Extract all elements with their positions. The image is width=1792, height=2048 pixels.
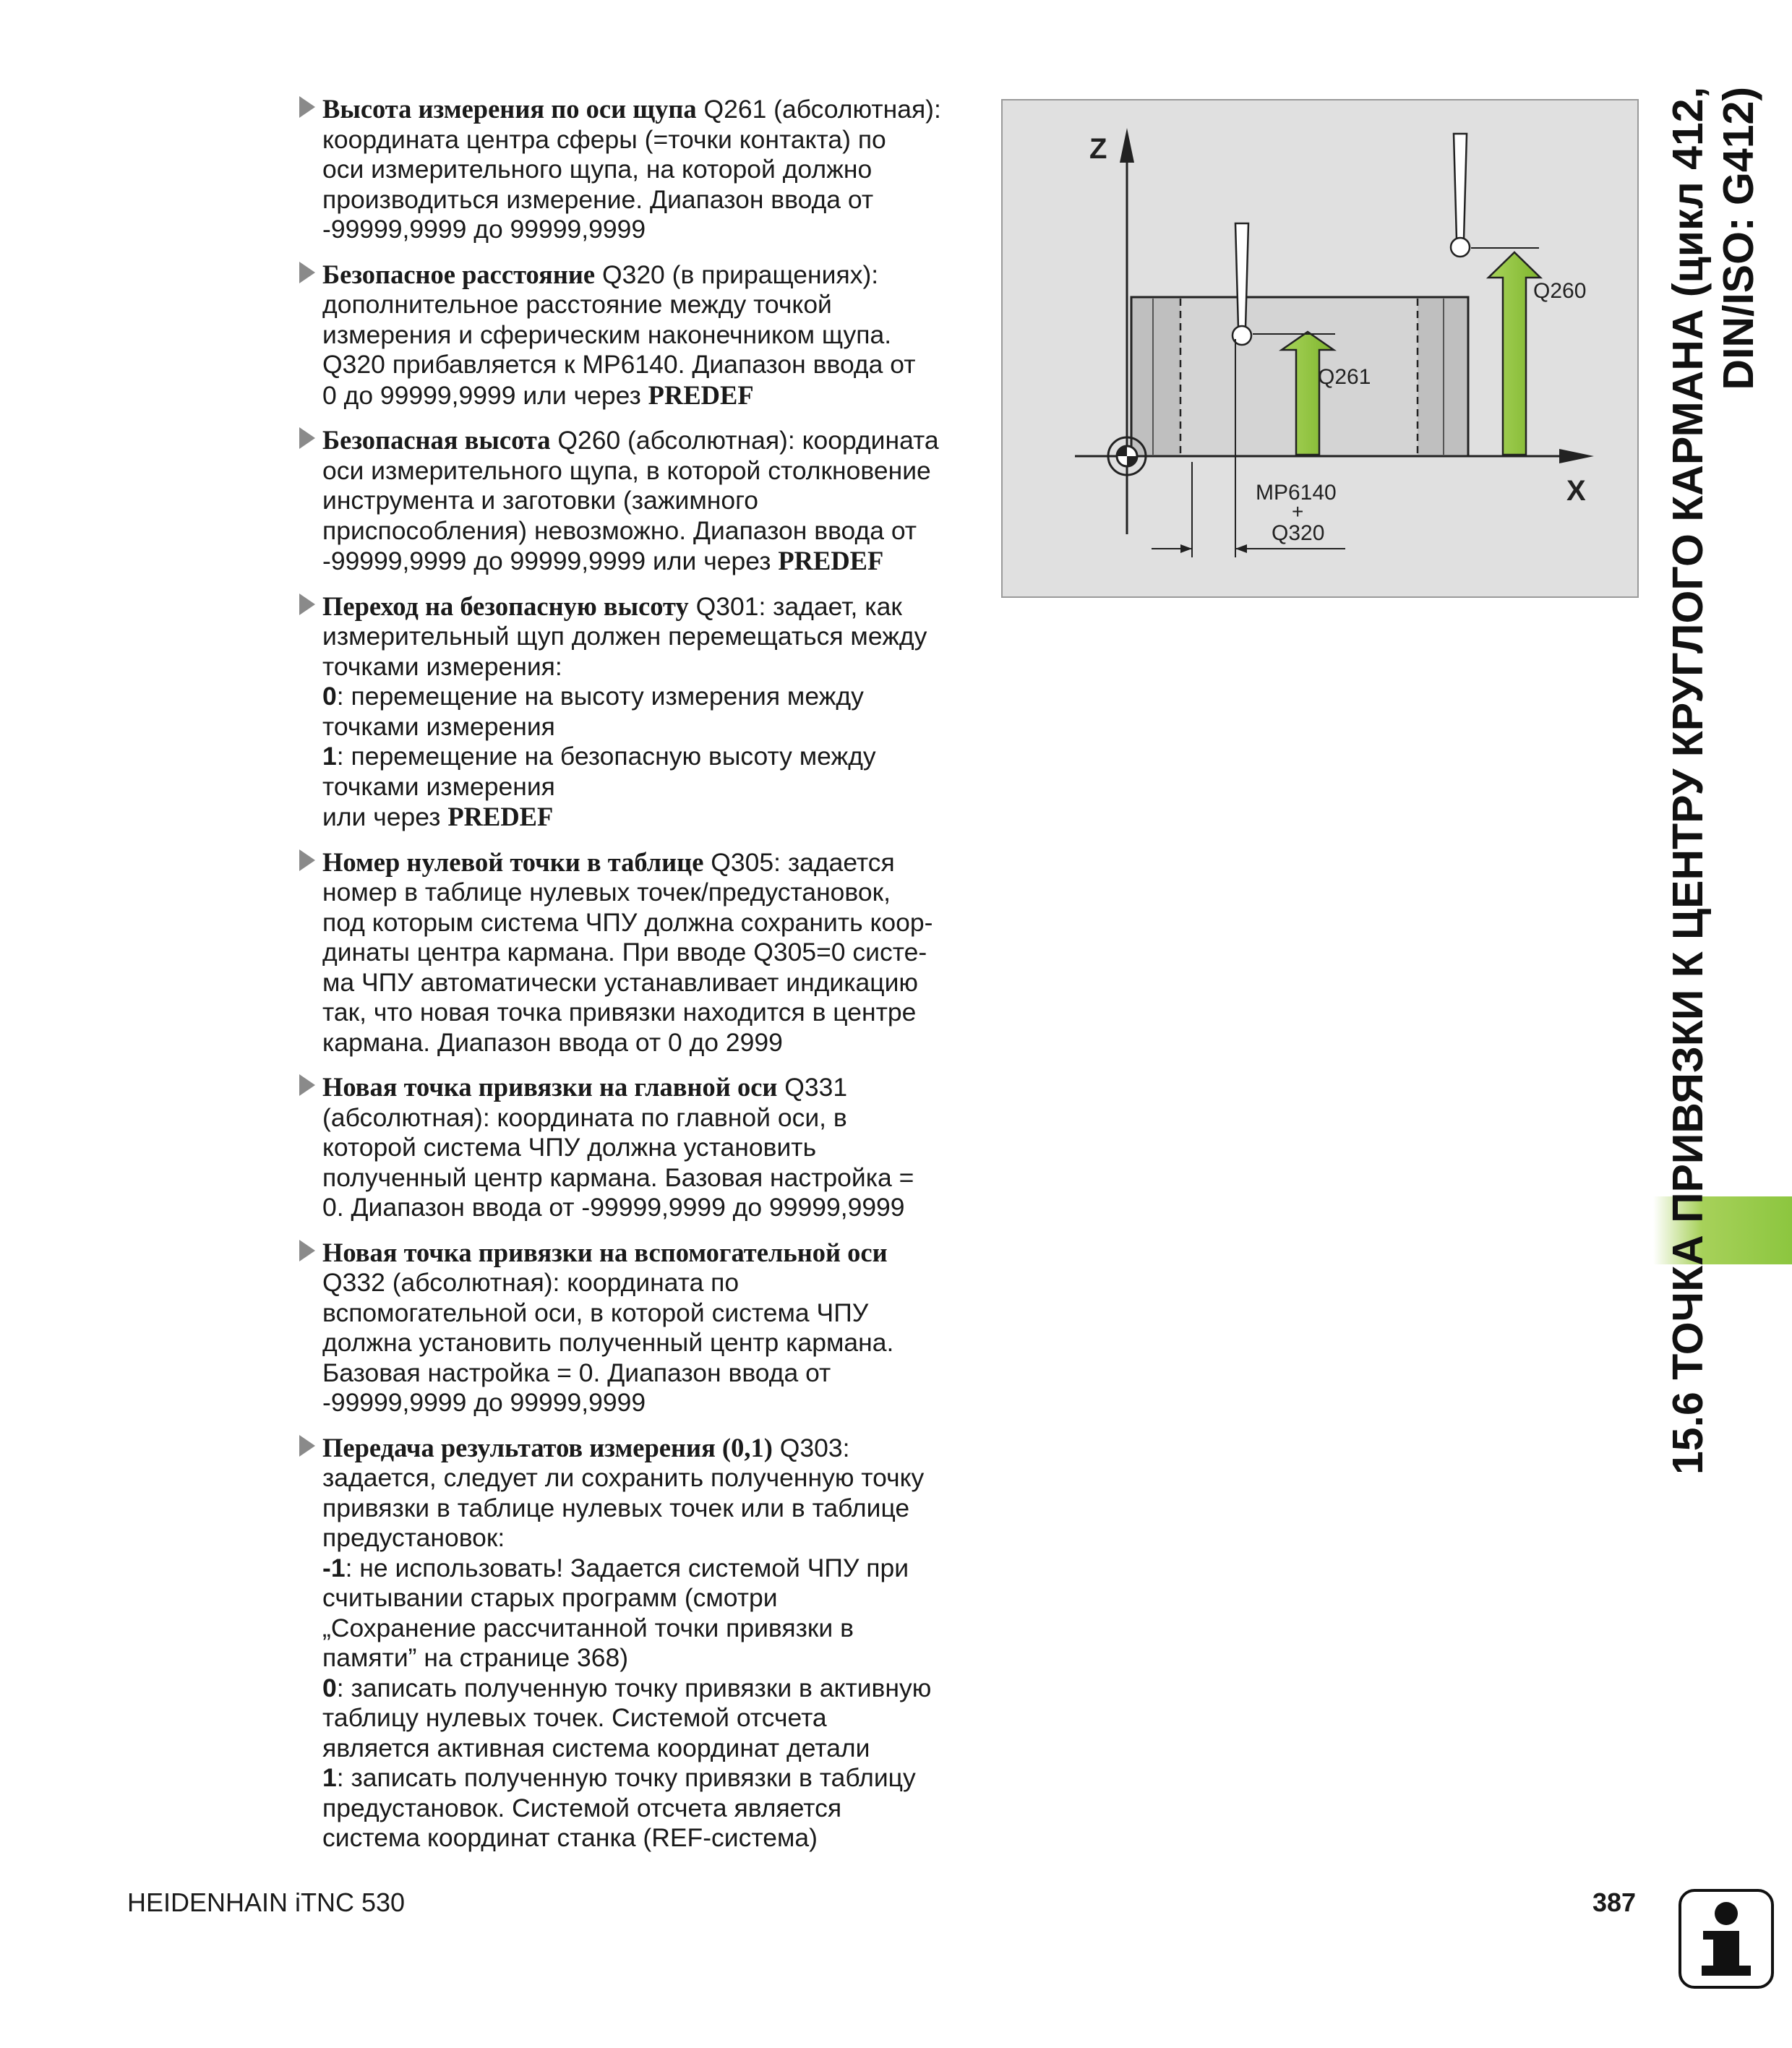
option-line bbox=[322, 1643, 967, 1674]
parameter-text: так, что новая точка привязки находится в центре bbox=[322, 998, 917, 1027]
parameter-label: Высота измерения по оси щупа bbox=[322, 94, 697, 124]
parameter-text: оси измерительного щупа, на которой должно bbox=[322, 155, 873, 184]
parameter-text: Q331 bbox=[777, 1073, 848, 1102]
option-line bbox=[322, 1734, 967, 1764]
plus-label: + bbox=[1292, 500, 1304, 523]
section-title bbox=[1663, 87, 1764, 1677]
option-text: : записать полученную точку привязки в активную bbox=[336, 1673, 932, 1702]
parameter-text: -99999,9999 до 99999,9999 bbox=[322, 215, 646, 244]
option-line bbox=[322, 682, 967, 712]
parameter-text: Базовая настройка = 0. Диапазон ввода от bbox=[322, 1358, 831, 1387]
option-line bbox=[322, 712, 967, 742]
predef-keyword: PREDEF bbox=[447, 802, 554, 831]
parameter-text: Q320 (в приращениях): bbox=[595, 260, 879, 289]
option-line bbox=[322, 742, 967, 772]
option-text: является активная система координат детали bbox=[322, 1733, 870, 1762]
section-title-line-2: DIN/ISO: G412) bbox=[1715, 87, 1762, 390]
parameter-text: полученный центр кармана. Базовая настройка = bbox=[322, 1162, 914, 1192]
bullet-triangle-icon bbox=[299, 594, 315, 615]
parameter-text: 0. Диапазон ввода от -99999,9999 до 99999,9999 bbox=[322, 1193, 905, 1222]
option-line bbox=[322, 802, 967, 833]
footer-product: HEIDENHAIN iTNC 530 bbox=[127, 1888, 406, 1917]
option-key: 1 bbox=[322, 1763, 337, 1792]
axis-x-label: X bbox=[1566, 475, 1586, 507]
predef-keyword: PREDEF bbox=[648, 380, 754, 410]
parameter-text: (абсолютная): координата по главной оси, в bbox=[322, 1102, 847, 1132]
probe-tip-2 bbox=[1451, 238, 1470, 257]
parameter-text: вспомогательной оси, в которой система ЧПУ bbox=[322, 1298, 869, 1327]
bullet-triangle-icon bbox=[299, 1435, 315, 1457]
parameter-label: Номер нулевой точки в таблице bbox=[322, 847, 704, 877]
parameter-text: ма ЧПУ автоматически устанавливает индикацию bbox=[322, 967, 919, 997]
parameter-label: Новая точка привязки на вспомогательной оси bbox=[322, 1237, 888, 1267]
parameter-item bbox=[295, 1238, 967, 1418]
option-text: : перемещение на высоту измерения между bbox=[336, 682, 864, 711]
option-text: „Сохранение рассчитанной точки привязки в bbox=[322, 1613, 854, 1642]
z-arrowhead bbox=[1120, 128, 1134, 163]
option-text: предустановок. Системой отсчета является bbox=[322, 1793, 842, 1822]
option-text: точками измерения bbox=[322, 771, 555, 801]
parameter-text: производиться измерение. Диапазон ввода от bbox=[322, 184, 874, 214]
parameter-text: оси измерительного щупа, в которой столкновение bbox=[322, 455, 931, 485]
parameter-text: -99999,9999 до 99999,9999 bbox=[322, 1388, 646, 1417]
parameter-item bbox=[295, 94, 967, 245]
option-line bbox=[322, 1674, 967, 1704]
parameter-label: Новая точка привязки на главной оси bbox=[322, 1072, 778, 1102]
parameter-text: Q332 (абсолютная): координата по bbox=[322, 1268, 739, 1297]
parameter-text: привязки в таблице нулевых точек или в таблице bbox=[322, 1493, 910, 1522]
parameter-text: Q260 (абсолютная): координата bbox=[550, 426, 939, 455]
option-line bbox=[322, 1583, 967, 1614]
option-key: 1 bbox=[322, 742, 337, 771]
option-text: памяти” на странице 368) bbox=[322, 1643, 629, 1672]
option-text: : перемещение на безопасную высоту между bbox=[336, 742, 876, 771]
parameter-label: Переход на безопасную высоту bbox=[322, 591, 689, 621]
parameter-text: динаты центра кармана. При вводе Q305=0 систе- bbox=[322, 938, 927, 967]
parameter-item bbox=[295, 1072, 967, 1223]
parameter-text: Q301: задает, как bbox=[688, 591, 902, 621]
parameter-text: должна установить полученный центр кармана. bbox=[322, 1328, 894, 1357]
parameter-text: предустановок: bbox=[322, 1523, 505, 1552]
parameter-list bbox=[295, 94, 967, 1868]
parameter-text: измерения и сферическим наконечником щупа. bbox=[322, 320, 892, 349]
bullet-triangle-icon bbox=[299, 1074, 315, 1096]
parameter-item bbox=[295, 847, 967, 1058]
option-line bbox=[322, 1763, 967, 1794]
option-line bbox=[322, 1794, 967, 1824]
bullet-triangle-icon bbox=[299, 262, 315, 283]
parameter-text: 0 до 99999,9999 или через bbox=[322, 380, 648, 410]
option-key: -1 bbox=[322, 1553, 346, 1582]
parameter-text: номер в таблице нулевых точек/предустановок, bbox=[322, 878, 891, 907]
option-line bbox=[322, 772, 967, 802]
mp6140-label: MP6140 bbox=[1256, 481, 1337, 505]
parameter-item bbox=[295, 1433, 967, 1854]
info-icon bbox=[1679, 1889, 1774, 1989]
page-number: 387 bbox=[1592, 1888, 1637, 1917]
section-title-line-1: 15.6 ТОЧКА ПРИВЯЗКИ К ЦЕНТРУ КРУГЛОГО КАРМАНА (цикл 412, bbox=[1664, 87, 1712, 1475]
bullet-triangle-icon bbox=[299, 427, 315, 449]
q260-label: Q260 bbox=[1533, 279, 1587, 303]
diagram-svg bbox=[1003, 100, 1637, 596]
parameter-text: приспособления) невозможно. Диапазон ввода от bbox=[322, 515, 917, 545]
option-line bbox=[322, 1554, 967, 1584]
parameter-label: Безопасное расстояние bbox=[322, 259, 596, 289]
probe-stylus-1 bbox=[1235, 223, 1248, 327]
bullet-triangle-icon bbox=[299, 96, 315, 118]
option-text: или через bbox=[322, 802, 448, 831]
option-key: 0 bbox=[322, 1673, 337, 1702]
parameter-item bbox=[295, 260, 967, 411]
parameter-text: -99999,9999 до 99999,9999 или через bbox=[322, 547, 779, 575]
parameter-text: инструмента и заготовки (зажимного bbox=[322, 486, 758, 515]
parameter-label: Передача результатов измерения (0,1) bbox=[322, 1432, 773, 1462]
option-text: : записать полученную точку привязки в таблицу bbox=[336, 1763, 916, 1792]
option-text: точками измерения bbox=[322, 711, 555, 741]
parameter-text: координата центра сферы (=точки контакта) по bbox=[322, 124, 886, 154]
bullet-triangle-icon bbox=[299, 849, 315, 871]
predef-keyword: PREDEF bbox=[778, 546, 884, 575]
x-arrowhead bbox=[1559, 449, 1594, 463]
parameter-item bbox=[295, 591, 967, 833]
parameter-label: Безопасная высота bbox=[322, 425, 551, 455]
option-text: считывании старых программ (смотри bbox=[322, 1583, 778, 1612]
parameter-text: под которым система ЧПУ должна сохранить коор- bbox=[322, 907, 933, 937]
bullet-triangle-icon bbox=[299, 1240, 315, 1261]
parameter-text: Q261 (абсолютная): bbox=[696, 95, 941, 124]
option-line bbox=[322, 1703, 967, 1734]
option-line bbox=[322, 1823, 967, 1854]
parameter-text: Q303: bbox=[772, 1433, 850, 1462]
parameter-text: дополнительное расстояние между точкой bbox=[322, 290, 832, 319]
option-key: 0 bbox=[322, 682, 337, 711]
parameter-text: Q320 прибавляется к MP6140. Диапазон ввода от bbox=[322, 350, 916, 379]
parameter-text: Q305: задается bbox=[703, 847, 895, 877]
q261-label: Q261 bbox=[1318, 365, 1371, 389]
parameter-text: которой система ЧПУ должна установить bbox=[322, 1133, 817, 1162]
q320-label: Q320 bbox=[1272, 521, 1325, 545]
parameter-text: задается, следует ли сохранить полученную точку bbox=[322, 1463, 925, 1492]
parameter-text: точками измерения: bbox=[322, 651, 562, 681]
axis-z-label: Z bbox=[1089, 133, 1107, 165]
parameter-text: кармана. Диапазон ввода от 0 до 2999 bbox=[322, 1027, 783, 1057]
probe-stylus-2 bbox=[1454, 134, 1467, 239]
option-text: : не использовать! Задается системой ЧПУ при bbox=[345, 1553, 909, 1582]
parameter-text: измерительный щуп должен перемещаться между bbox=[322, 622, 927, 651]
option-line bbox=[322, 1614, 967, 1644]
parameter-item bbox=[295, 425, 967, 577]
option-text: таблицу нулевых точек. Системой отсчета bbox=[322, 1703, 827, 1732]
option-text: система координат станка (REF-система) bbox=[322, 1823, 818, 1852]
probe-diagram bbox=[1001, 99, 1639, 598]
